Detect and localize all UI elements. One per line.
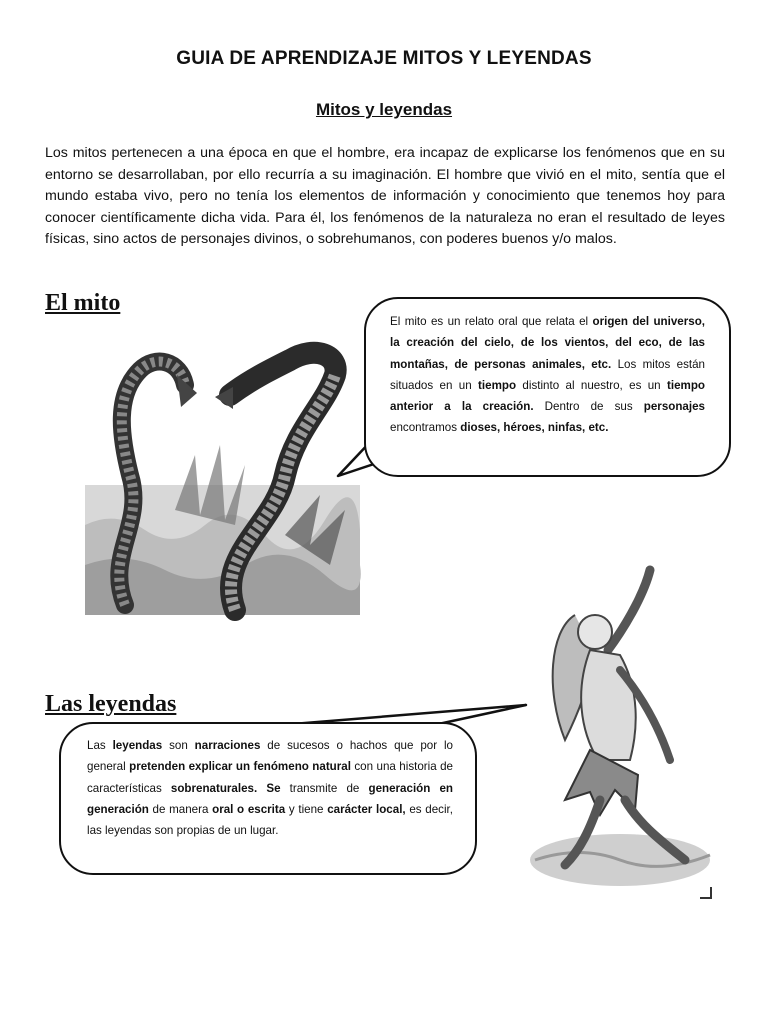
leyendas-text-run: y tiene <box>285 802 328 816</box>
mito-text-run: dioses, héroes, ninfas, etc. <box>460 421 609 435</box>
intro-paragraph: Los mitos pertenecen a una época en que el hombre, era incapaz de explicarse los fenómenos que en su entorno se desarrollaban, por ello recurría a su imaginación. El hombre que vivió en el mito, sentía que el mundo estaba vivo, pero no tenía los elementos de información y conocimiento que tenemos hoy para conocer científicamente dicha vida. Para él, los fenómenos de la naturaleza no eran el resultado de leyes físicas, sino actos de personajes divinos, o sobrehumanos, con poderes buenos y/o malos. <box>45 145 725 247</box>
mito-text-run: encontramos <box>390 421 461 435</box>
leyendas-text-run: con una historia de características <box>87 760 453 795</box>
mito-text-run: Los mitos están situados en un <box>390 357 705 392</box>
mito-text-run: distinto al nuestro, es un <box>516 378 667 392</box>
leyendas-text-run: pretenden explicar un fenómeno natural <box>129 760 351 774</box>
leyendas-text-run: transmite de <box>280 781 369 795</box>
mito-text-run: tiempo <box>478 378 517 392</box>
leyendas-text-run: leyendas <box>112 739 163 752</box>
leyendas-text-run: son <box>162 739 195 752</box>
page-subtitle: Mitos y leyendas <box>315 100 453 119</box>
mito-text-run: El mito es un relato oral que relata el <box>390 315 593 328</box>
leyendas-text-run: oral o escrita <box>212 802 286 816</box>
page-title: GUIA DE APRENDIZAJE MITOS Y LEYENDAS <box>176 48 592 69</box>
leyendas-text-run: sobrenaturales. Se <box>170 781 281 795</box>
leyendas-text-run: de sucesos o hachos que por lo general <box>87 739 453 774</box>
mito-text-run: personajes <box>643 400 705 414</box>
leyendas-text-run: es decir, las leyendas son propias de un lugar. <box>87 802 453 838</box>
leyendas-text-run: Las <box>87 739 113 752</box>
leyendas-speech-bubble <box>59 722 477 875</box>
leyendas-text-run: carácter local, <box>327 802 406 816</box>
leyendas-heading: Las leyendas <box>45 691 177 717</box>
mito-text-run: tiempo anterior a la creación. <box>390 378 705 414</box>
leyendas-bubble-text <box>87 739 453 837</box>
leyendas-text-run: generación en generación <box>87 781 453 816</box>
mito-heading: El mito <box>45 290 121 316</box>
mito-text-run: Dentro de sus <box>533 400 644 414</box>
leyendas-text-run: de manera <box>148 802 213 816</box>
mito-text-run: origen del universo, la creación del cielo, de los vientos, del eco, de las montañas, de personas animales, etc. <box>390 315 706 371</box>
leyendas-text-run: narraciones <box>194 739 261 752</box>
